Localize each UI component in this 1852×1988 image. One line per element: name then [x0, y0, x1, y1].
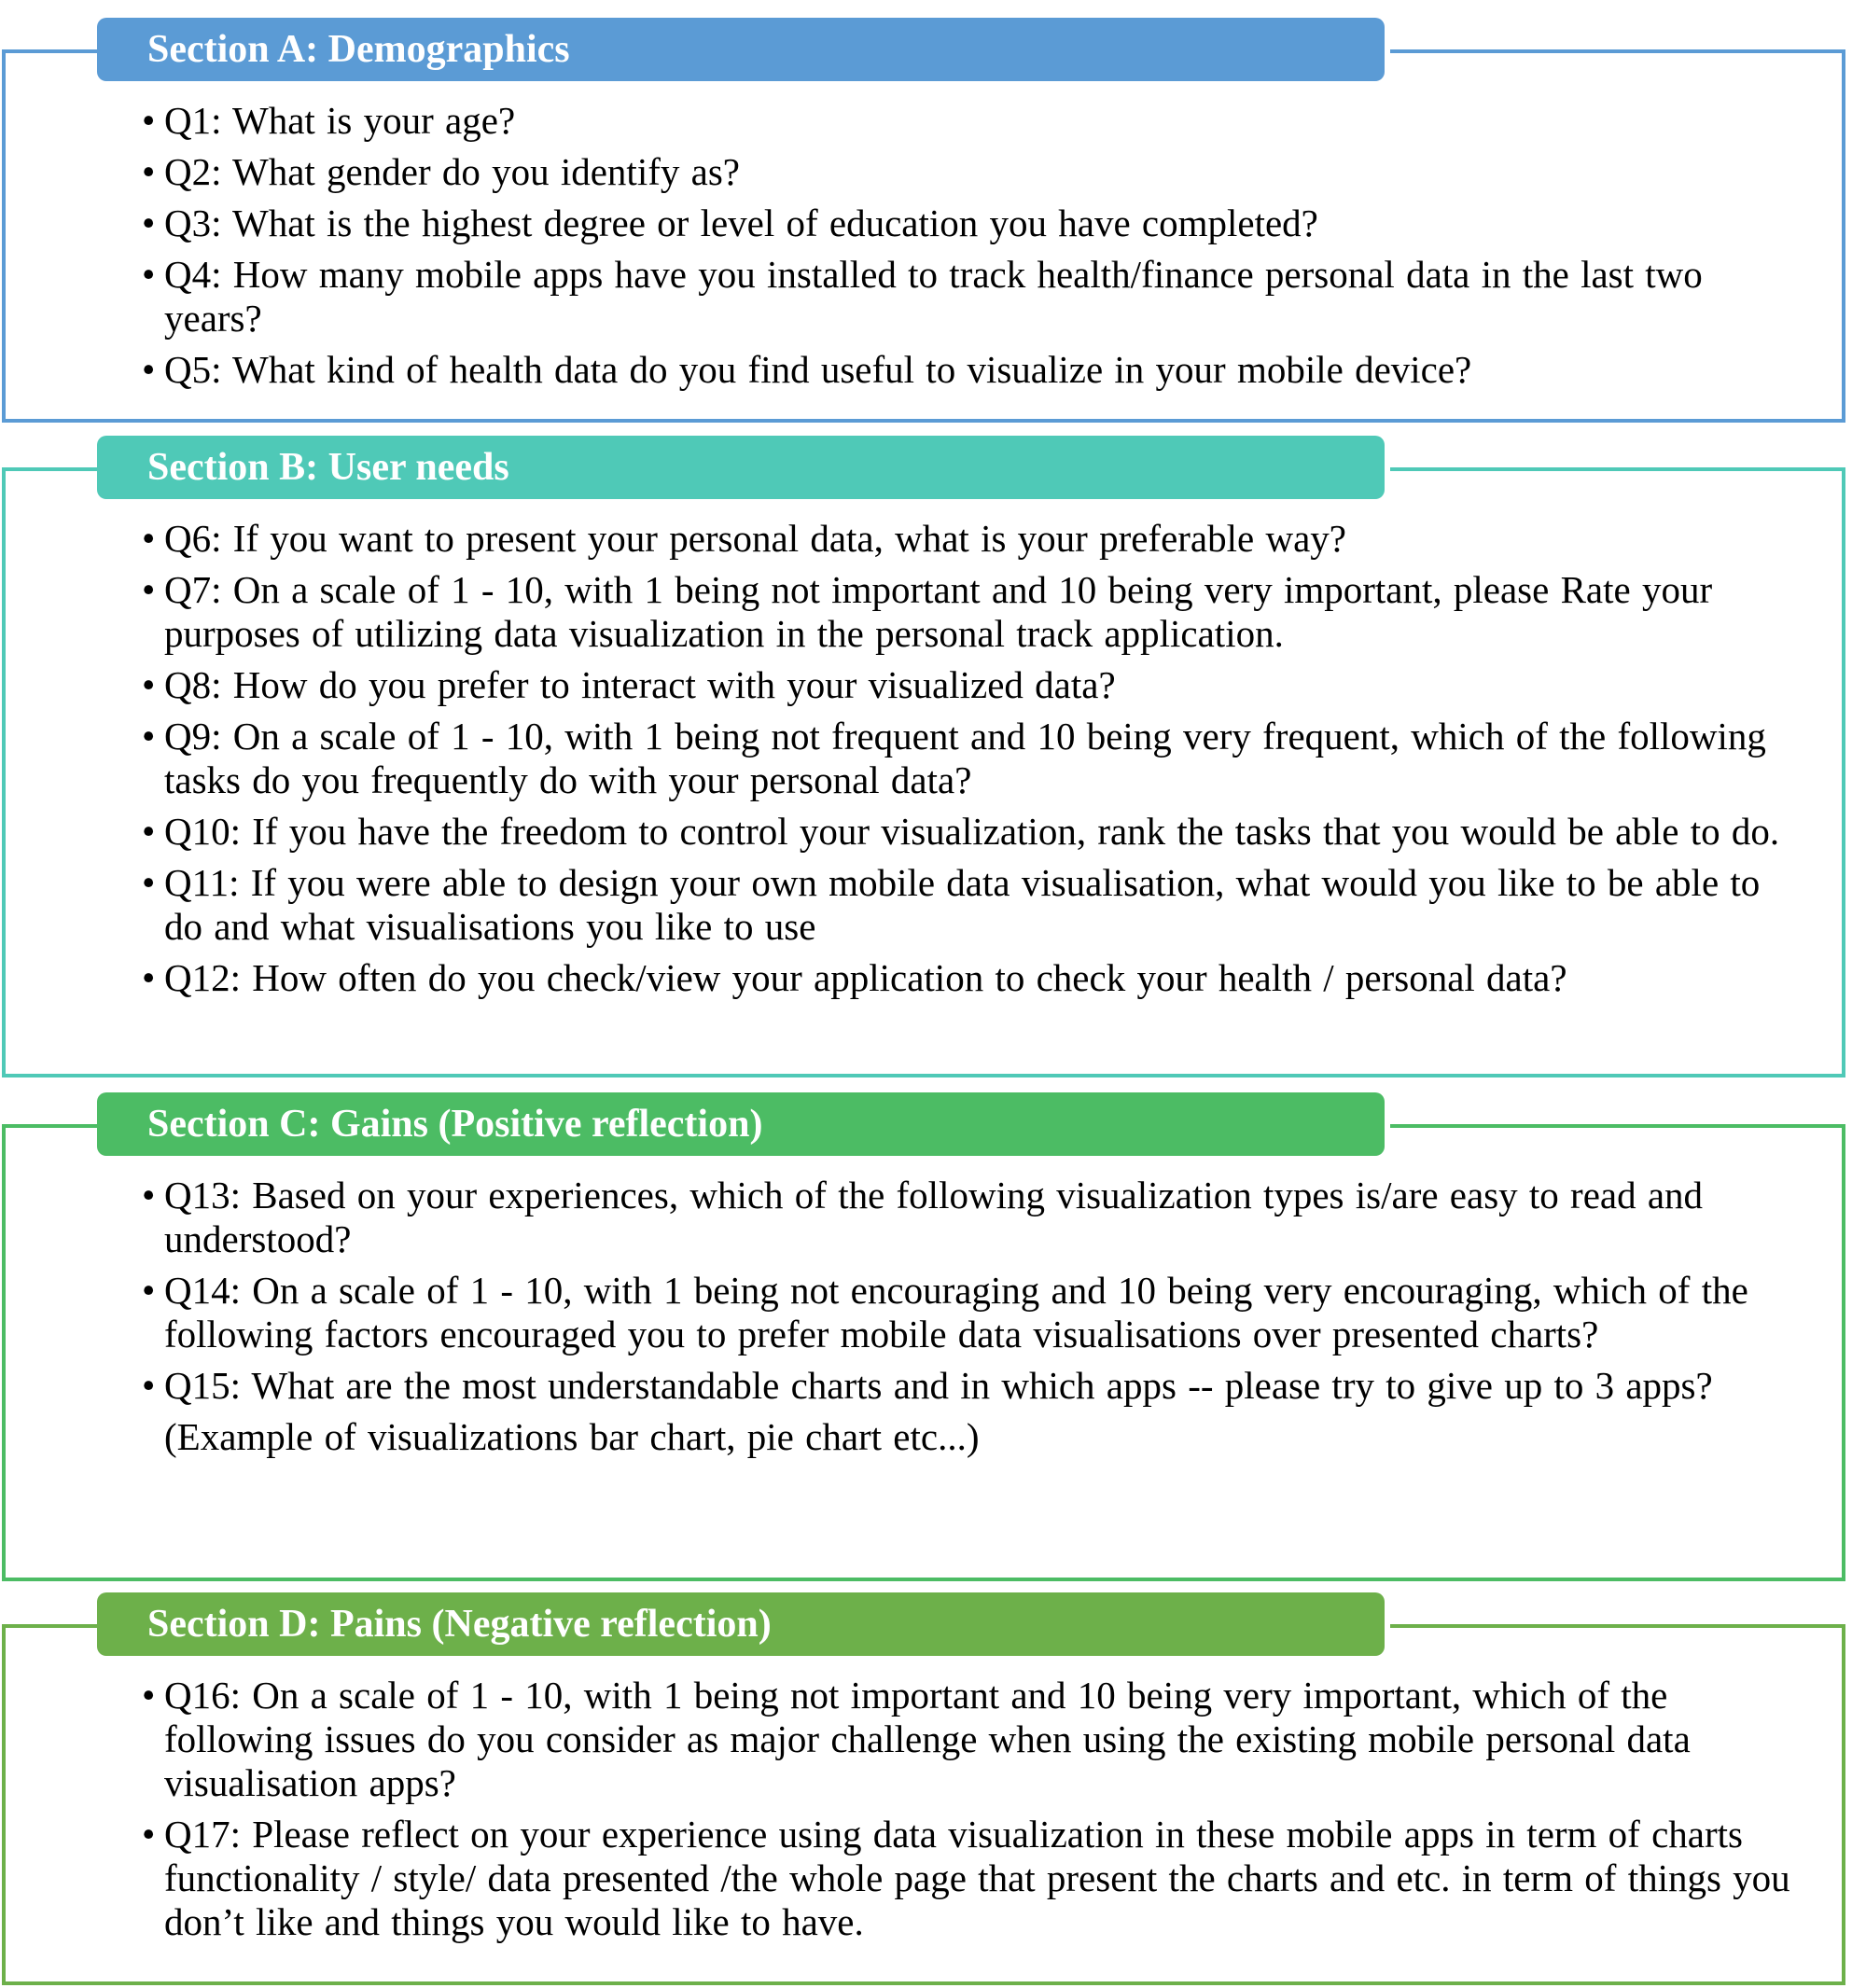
bullet-icon: • — [142, 810, 156, 853]
bullet-icon: • — [142, 663, 156, 706]
bullet-icon: • — [142, 956, 156, 999]
question-text: Q10: If you have the freedom to control your visualization, rank the tasks that you would be able to do. — [164, 810, 1780, 853]
question-text: Q16: On a scale of 1 - 10, with 1 being not important and 10 being very important, which of the following issues do you consider as major challenge when using the existing mobile personal data visualisation apps? — [164, 1674, 1691, 1804]
question-q3 — [140, 202, 1801, 245]
section-a-header: Section A: Demographics — [97, 18, 1385, 81]
bullet-icon: • — [142, 1269, 156, 1312]
question-text: Q15: What are the most understandable charts and in which apps -- please try to give up to 3 apps? — [164, 1364, 1713, 1407]
question-q4 — [140, 253, 1801, 341]
bullet-icon: • — [142, 517, 156, 560]
question-text: Q17: Please reflect on your experience using data visualization in these mobile apps in term of charts functionality / style/ data presented /the whole page that present the charts and etc. in term of things you don’t like and things you would like to have. — [164, 1813, 1790, 1943]
bullet-icon: • — [142, 99, 156, 142]
bullet-icon: • — [142, 568, 156, 611]
bullet-icon: • — [142, 1364, 156, 1407]
bullet-icon: • — [142, 715, 156, 758]
question-text: Q1: What is your age? — [164, 99, 516, 142]
question-text: Q2: What gender do you identify as? — [164, 150, 740, 193]
question-text: Q12: How often do you check/view your application to check your health / personal data? — [164, 956, 1567, 999]
question-q7 — [140, 568, 1801, 656]
bullet-icon: • — [142, 348, 156, 391]
question-text: Q8: How do you prefer to interact with your visualized data? — [164, 663, 1116, 706]
question-q1 — [140, 99, 1801, 143]
question-q12 — [140, 956, 1801, 1000]
question-text: Q11: If you were able to design your own mobile data visualisation, what would you like to be able to do and what visualisations you like to use — [164, 861, 1761, 948]
question-q9 — [140, 715, 1801, 802]
section-a-question-list — [140, 99, 1801, 399]
question-q8 — [140, 663, 1801, 707]
question-q13 — [140, 1174, 1801, 1261]
bullet-icon: • — [142, 1813, 156, 1856]
question-q5 — [140, 348, 1801, 392]
bullet-icon: • — [142, 253, 156, 296]
question-q17 — [140, 1813, 1801, 1944]
question-text: Q5: What kind of health data do you find useful to visualize in your mobile device? — [164, 348, 1472, 391]
question-text: Q7: On a scale of 1 - 10, with 1 being not important and 10 being very important, please Rate your purposes of utilizing data visualization in the personal track application. — [164, 568, 1713, 655]
question-note: (Example of visualizations bar chart, pie chart etc...) — [164, 1415, 980, 1458]
bullet-icon: • — [142, 1174, 156, 1216]
question-text: Q9: On a scale of 1 - 10, with 1 being not frequent and 10 being very frequent, which of the following tasks do you frequently do with your personal data? — [164, 715, 1766, 801]
section-c-header: Section C: Gains (Positive reflection) — [97, 1092, 1385, 1156]
question-text: Q4: How many mobile apps have you installed to track health/finance personal data in the last two years? — [164, 253, 1703, 340]
section-c-question-list — [140, 1174, 1801, 1467]
section-d-question-list — [140, 1674, 1801, 1952]
question-q16 — [140, 1674, 1801, 1805]
bullet-icon: • — [142, 202, 156, 244]
section-b-header: Section B: User needs — [97, 436, 1385, 499]
question-text: Q14: On a scale of 1 - 10, with 1 being not encouraging and 10 being very encouraging, which of the following factors encouraged you to prefer mobile data visualisations over presented charts? — [164, 1269, 1748, 1355]
question-q15 — [140, 1364, 1801, 1459]
question-text: Q6: If you want to present your personal data, what is your preferable way? — [164, 517, 1346, 560]
section-b-question-list — [140, 517, 1801, 1008]
question-q6 — [140, 517, 1801, 561]
question-q11 — [140, 861, 1801, 949]
question-q14 — [140, 1269, 1801, 1356]
question-q10 — [140, 810, 1801, 854]
question-text: Q13: Based on your experiences, which of the following visualization types is/are easy to read and understood? — [164, 1174, 1704, 1260]
bullet-icon: • — [142, 861, 156, 904]
bullet-icon: • — [142, 150, 156, 193]
bullet-icon: • — [142, 1674, 156, 1717]
question-q2 — [140, 150, 1801, 194]
section-d-header: Section D: Pains (Negative reflection) — [97, 1592, 1385, 1656]
question-text: Q3: What is the highest degree or level of education you have completed? — [164, 202, 1318, 244]
